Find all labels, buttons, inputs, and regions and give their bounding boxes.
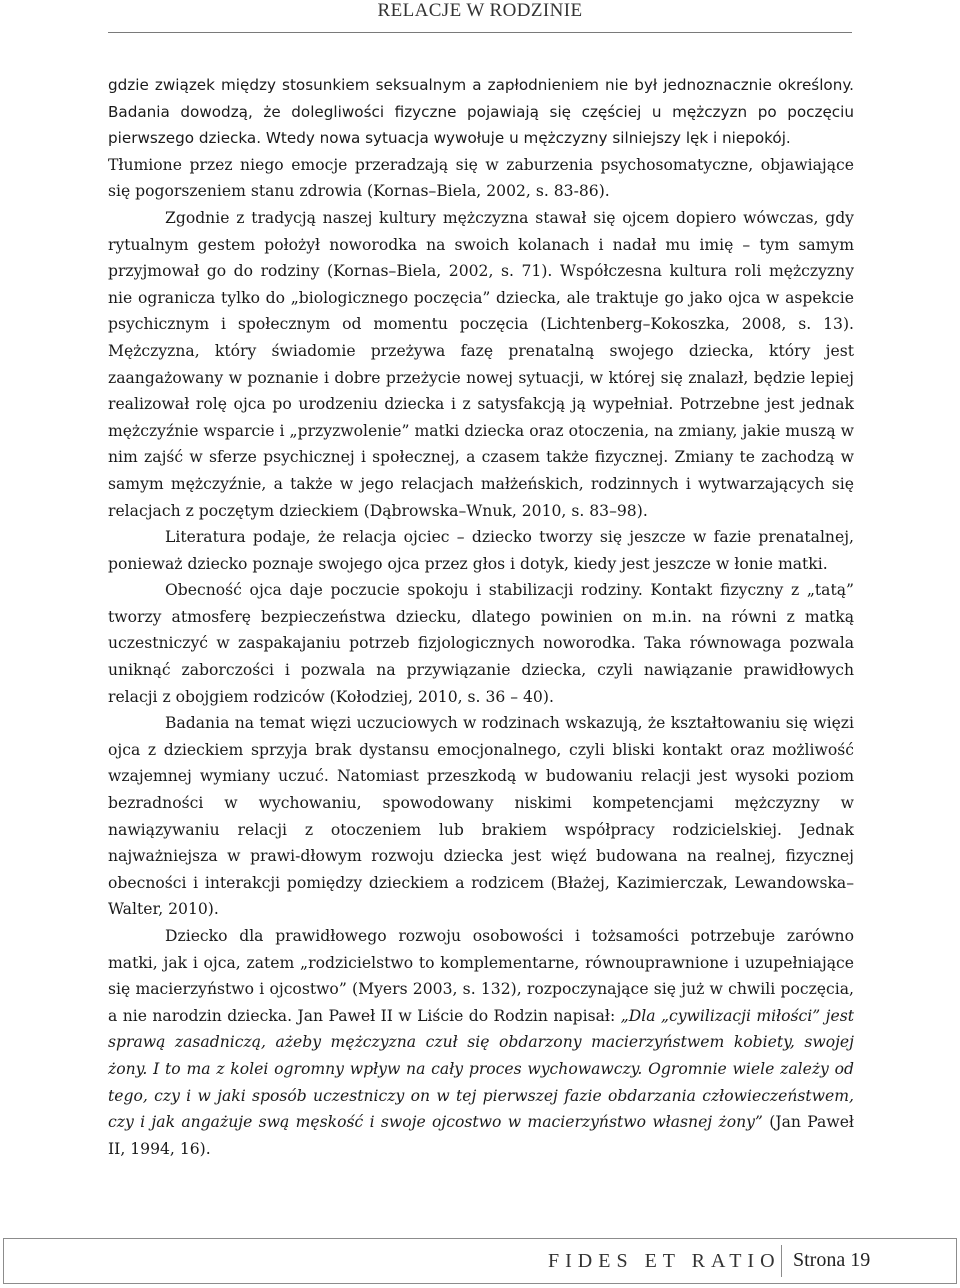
quote-citation: (Jan Paweł II, 1994, 16). — [108, 1113, 854, 1158]
article-body — [108, 72, 854, 1162]
paragraph-continued: gdzie związek między stosunkiem seksualnym a zapłodnieniem nie był jednoznacznie określony. Badania dowodzą, że dolegliwości fizyczne pojawiają się częściej u mężczyzn po poczęciu pierwszego dziecka. Wtedy nowa sytuacja wywołuje u mężczyzny silniejszy lęk i niepokój. — [108, 76, 854, 148]
running-title: RELACJE W RODZINIE — [377, 0, 583, 21]
paragraph-psychosomatic: Tłumione przez niego emocje przeradzają się w zaburzenia psychosomatyczne, objawiające się pogorszeniem stanu zdrowia (Kornas–Biela, 2002, s. 83-86). — [108, 155, 854, 201]
page-header — [0, 0, 960, 34]
paragraph-parenthood — [108, 923, 854, 1162]
page-number: Strona 19 — [793, 1249, 871, 1271]
header-rule — [108, 32, 852, 33]
paragraph-father-presence: Obecność ojca daje poczucie spokoju i stabilizacji rodziny. Kontakt fizyczny z „tatą” tworzy atmosferę bezpieczeństwa dziecku, dlatego powinien on m.in. na równi z matką uczestniczyć w zaspakajaniu potrzeb fizjologicznych noworodka. Taka równowaga pozwala uniknąć zaborczości i pozwala na przywiązanie dziecka, czyli nawiązanie prawidłowych relacji z obojgiem rodziców (Kołodziej, 2010, s. 36 – 40). — [108, 581, 854, 706]
footer-divider — [781, 1245, 782, 1277]
journal-name: FIDES ET RATIO — [548, 1250, 781, 1272]
paragraph-literature: Literatura podaje, że relacja ojciec – dziecko tworzy się jeszcze w fazie prenatalnej, ponieważ dziecko poznaje swojego ojca przez głos i dotyk, kiedy jest jeszcze w łonie matki. — [108, 528, 854, 573]
paragraph-research: Badania na temat więzi uczuciowych w rodzinach wskazują, że kształtowaniu się więzi ojca z dzieckiem sprzyja brak dystansu emocjonalnego, czyli bliski kontakt oraz możliwość wzajemnej wymiany uczuć. Natomiast przeszkodą w budowaniu relacji jest wysoki poziom bezradności w wychowaniu, spowodowany niskimi kompetencjami mężczyzny w nawiązywaniu relacji z otoczeniem lub brakiem współpracy rodzicielskiej. Jednak najważniejsza w prawi-dłowym rozwoju dziecka jest więź budowana na realnej, fizycznej obecności i interakcji pomiędzy dzieckiem a rodzicem (Błażej, Kazimierczak, Lewandowska–Walter, 2010). — [108, 714, 854, 919]
page-footer — [3, 1238, 957, 1284]
paragraph-tradition: Zgodnie z tradycją naszej kultury mężczyzna stawał się ojcem dopiero wówczas, gdy rytualnym gestem położył noworodka na swoich kolanach i nadał mu imię – tym samym przyjmował go do rodziny (Kornas–Biela, 2002, s. 71). Współczesna kultura roli mężczyzny nie ogranicza tylko do „biologicznego poczęcia” dziecka, ale traktuje go jako ojca w aspekcie psychicznym i społecznym od momentu poczęcia (Lichtenberg–Kokoszka, 2008, s. 13). Mężczyzna, który świadomie przeżywa fazę prenatalną swojego dziecka, który jest zaangażowany w poznanie i dobre przeżycie nowej sytuacji, w której się znalazł, będzie lepiej realizował rolę ojca po urodzeniu dziecka i z satysfakcją ją wypełniał. Potrzebne jest jednak mężczyźnie wsparcie i „przyzwolenie” matki dziecka oraz otoczenia, na zmiany, jakie muszą w nim zajść w sferze psychicznej i społecznej, a czasem także fizycznej. Zmiany te zachodzą w samym mężczyźnie, a także w jego relacjach małżeńskich, rodzinnych i wytwarzających się relacjach z poczętym dzieckiem (Dąbrowska–Wnuk, 2010, s. 83–98). — [108, 208, 854, 520]
paragraph-parenthood-text: Dziecko dla prawidłowego rozwoju osobowości i tożsamości potrzebuje zarówno matki, jak i ojca, zatem „rodzicielstwo to komplementarne, równouprawnione i uzupełniające się macierzyństwo i ojcostwo” (Myers 2003, s. 132), rozpoczynające się już w chwili poczęcia, a nie narodzin dziecka. Jan Paweł II w Liście do Rodzin napisał: — [108, 927, 854, 1025]
papal-quote: „Dla „cywilizacji miłości” jest sprawą zasadniczą, ażeby mężczyzna czuł się obdarzony macierzyństwem kobiety, swojej żony. I to ma z kolei ogromny wpływ na cały proces wychowawczy. Ogromnie wiele zależy od tego, czy i w jaki sposób uczestniczy on w tej pierwszej fazie obdarzania człowieczeństwem, czy i jak angażuje swą męskość i swoje ojcostwo w macierzyństwo własnej żony” — [108, 1006, 854, 1132]
